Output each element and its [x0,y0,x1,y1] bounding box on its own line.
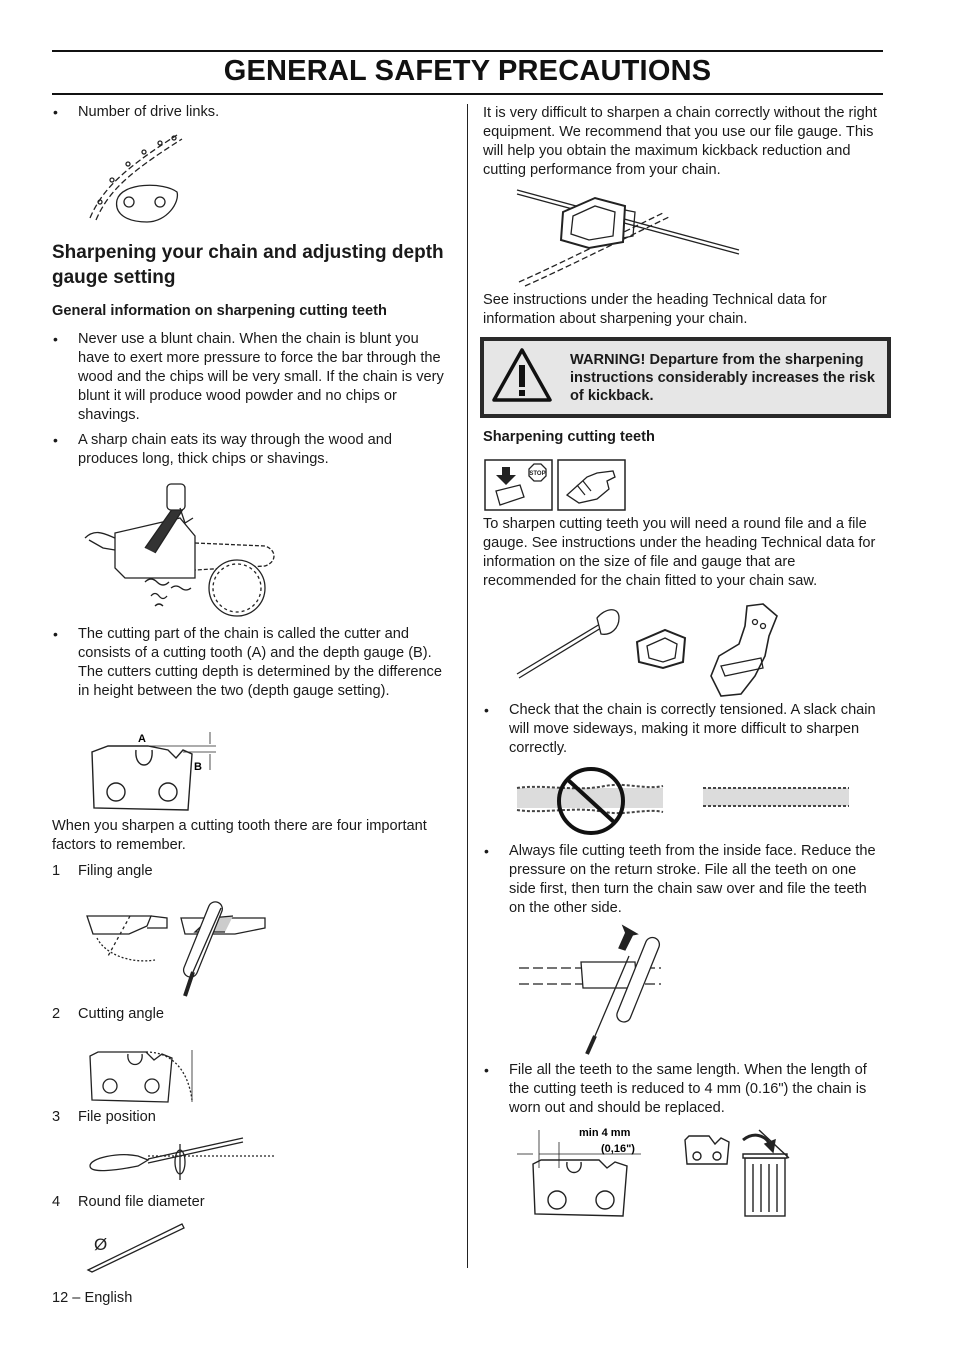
bullet-marker: • [53,331,58,347]
round-file-diameter-illustration [86,1220,186,1272]
warning-triangle-icon [491,347,553,403]
bullet-blunt-chain: Never use a blunt chain. When the chain is blunt you have to exert more pressure to force the bar through the wood and the chips will be very small. If the chain is very blunt it will produce wood powder and no chips or shavings. [78,331,444,423]
header-top-rule [52,50,883,52]
bullet-chain-tension: Check that the chain is correctly tensioned. A slack chain will move sideways, making it more difficult to sharpen correctly. [509,702,876,756]
column-divider [467,104,468,1268]
cutting-angle-illustration [88,1048,196,1104]
tensioned-chain-illustration [702,784,850,812]
factor-label-filing-angle: Filing angle [78,863,153,879]
warning-text: WARNING! Departure from the sharpening instructions considerably increases the risk of kickback. [570,352,875,404]
min-length-label: min 4 mm [579,1127,631,1139]
bullet-marker: • [484,702,489,718]
right-intro: It is very difficult to sharpen a chain correctly without the right equipment. We recommend that you use our file gauge. This will help you obtain the maximum kickback reduction and cutting performance from your chain. [483,105,877,178]
protective-glove-icon [557,459,627,511]
drive-links-text: Number of drive links. [78,104,220,120]
factor-number: 1 [52,863,61,879]
bullet-cutter-description: The cutting part of the chain is called the cutter and consists of a cutting tooth (A) and the depth gauge (B). The cutters cutting depth is determined by the difference in height between the two (depth gauge setting). [78,626,442,699]
slack-chain-prohibited-illustration [515,766,665,836]
page-title: GENERAL SAFETY PRECAUTIONS [223,55,712,87]
subheading-general-info: General information on sharpening cutting teeth [52,303,387,319]
chainsaw-cutting-illustration [85,478,277,616]
bullet-marker: • [53,626,58,642]
bullet-marker: • [53,104,58,120]
tools-needed-text: To sharpen cutting teeth you will need a round file and a file gauge. See instructions under the heading Technical data for information on the size of file and gauge that are recommended for the chain fitted to your chain saw. [483,516,876,589]
subheading-sharpening-cutting-teeth: Sharpening cutting teeth [483,429,655,445]
label-a: A [138,733,146,745]
filing-direction-illustration [515,924,663,1058]
bullet-sharp-chain: A sharp chain eats its way through the wood and produces long, thick chips or shavings. [78,432,392,467]
round-file-and-gauge-illustration [515,596,805,702]
worn-tooth-discard-illustration [681,1124,793,1220]
bullet-same-length: File all the teeth to the same length. When the length of the cutting teeth is reduced to 4 mm (0.16") the chain is worn out and should be replaced. [509,1062,867,1116]
header-bottom-rule [52,93,883,95]
bullet-marker: • [53,432,58,448]
section-heading: Sharpening your chain and adjusting depth gauge setting [52,242,444,288]
stop-label: STOP [529,471,546,477]
file-position-illustration [88,1134,274,1184]
cutter-depth-gauge-illustration [88,730,218,814]
bullet-marker: • [484,1062,489,1078]
file-gauge-on-chain-illustration [515,186,741,286]
drive-links-illustration [82,130,192,222]
diameter-symbol: Ø [94,1235,108,1254]
factors-intro: When you sharpen a cutting tooth there are four important factors to remember. [52,818,427,853]
page-footer: 12 – English [52,1290,133,1306]
factor-label-cutting-angle: Cutting angle [78,1006,165,1022]
factor-number: 3 [52,1109,61,1125]
label-b: B [194,761,202,773]
bullet-file-inside-face: Always file cutting teeth from the inside face. Reduce the pressure on the return stroke. File all the teeth on one side first, then turn the chain saw over and file the teeth on the other side. [509,843,876,916]
factor-label-file-position: File position [78,1109,156,1125]
warning-box [480,337,891,418]
see-instructions-text: See instructions under the heading Technical data for information about sharpening your chain. [483,292,827,327]
min-length-inches-label: (0,16") [601,1143,635,1155]
factor-number: 2 [52,1006,61,1022]
bullet-marker: • [484,843,489,859]
factor-label-round-file-diameter: Round file diameter [78,1194,205,1210]
min-length-tooth-illustration [515,1122,665,1220]
factor-number: 4 [52,1194,61,1210]
filing-angle-illustration [85,886,275,1002]
stop-engine-icon [484,459,554,511]
